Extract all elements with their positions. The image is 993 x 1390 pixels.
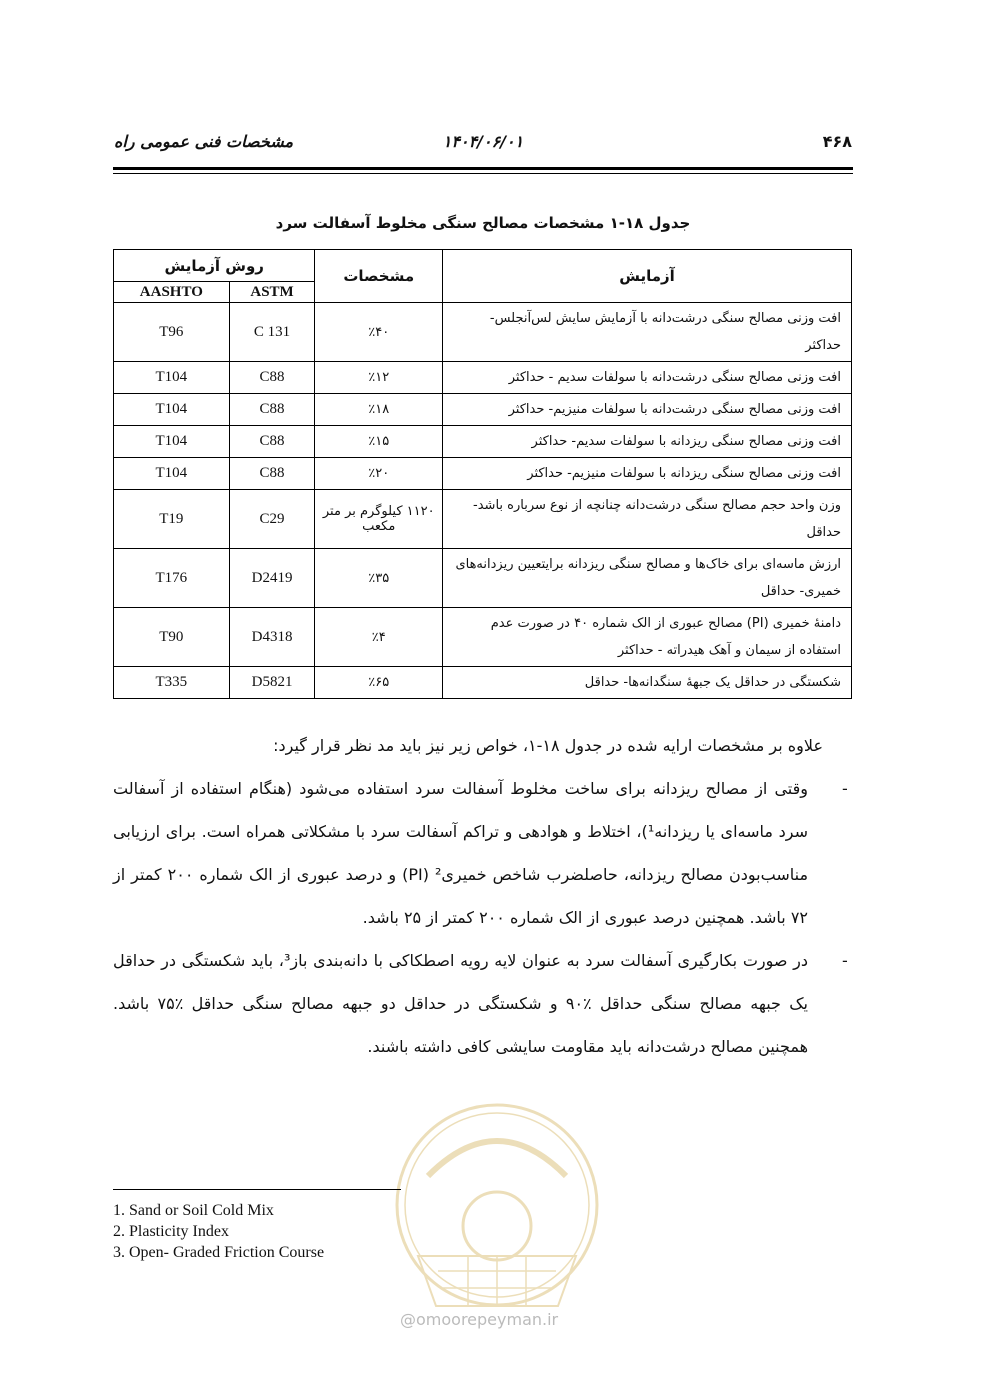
cell-astm: C 131 bbox=[229, 303, 315, 362]
cell-test: وزن واحد حجم مصالح سنگی درشت‌دانه چنانچه از نوع سرباره باشد- حداقل bbox=[443, 490, 852, 549]
cell-spec: ٪۴ bbox=[315, 608, 443, 667]
cell-spec: ٪۱۵ bbox=[315, 426, 443, 458]
cell-astm: C88 bbox=[229, 362, 315, 394]
table-row bbox=[114, 394, 852, 426]
cell-spec: ٪۱۸ bbox=[315, 394, 443, 426]
bullet-marker: - bbox=[842, 951, 848, 970]
cell-astm: C88 bbox=[229, 426, 315, 458]
header-method: روش آزمایش bbox=[114, 250, 315, 282]
cell-aashto: T96 bbox=[114, 303, 230, 362]
table-caption: جدول ۱۸-۱ مشخصات مصالح سنگی مخلوط آسفالت سرد bbox=[275, 214, 691, 232]
footnote-rule bbox=[113, 1189, 401, 1190]
cell-aashto: T104 bbox=[114, 426, 230, 458]
cell-astm: D2419 bbox=[229, 549, 315, 608]
cell-spec: ٪۲۰ bbox=[315, 458, 443, 490]
bullet-paragraph-1: وقتی از مصالح ریزدانه برای ساخت مخلوط آسفالت سرد استفاده می‌شود (هنگام استفاده از آسفالت سرد ماسه‌ای یا ریزدانه¹)، اختلاط و هوادهی و تراکم آسفالت سرد با مشکلاتی همراه است. برای ارزیابی مناسب‌بودن مصالح ریزدانه، حاصلضرب شاخص خمیری² (PI) و درصد عبوری از الک شماره ۲۰۰ کمتر از ۷۲ باشد. همچنین درصد عبوری از الک شماره ۲۰۰ کمتر از ۲۵ باشد. bbox=[113, 779, 809, 927]
cell-astm: D5821 bbox=[229, 667, 315, 699]
cell-test: افت وزنی مصالح سنگی درشت‌دانه با آزمایش سایش لس‌آنجلس- حداکثر bbox=[443, 303, 852, 362]
cell-test: افت وزنی مصالح سنگی درشت‌دانه با سولفات سدیم - حداکثر bbox=[443, 362, 852, 394]
seal-logo-icon bbox=[388, 1096, 606, 1346]
cell-spec: ۱۱۲۰ کیلوگرم بر متر مکعب bbox=[315, 490, 443, 549]
cell-aashto: T19 bbox=[114, 490, 230, 549]
header-rule-thin bbox=[113, 173, 853, 174]
cell-astm: C88 bbox=[229, 458, 315, 490]
page-header bbox=[114, 130, 852, 160]
header-test: آزمایش bbox=[443, 250, 852, 303]
table-row bbox=[114, 608, 852, 667]
table-row bbox=[114, 426, 852, 458]
cell-spec: ٪۳۵ bbox=[315, 549, 443, 608]
cell-aashto: T104 bbox=[114, 362, 230, 394]
book-title: مشخصات فنی عمومی راه bbox=[114, 132, 294, 151]
table-row bbox=[114, 458, 852, 490]
cell-spec: ٪۶۵ bbox=[315, 667, 443, 699]
spec-table bbox=[113, 249, 852, 699]
cell-aashto: T335 bbox=[114, 667, 230, 699]
cell-spec: ٪۱۲ bbox=[315, 362, 443, 394]
cell-astm: C88 bbox=[229, 394, 315, 426]
cell-aashto: T90 bbox=[114, 608, 230, 667]
table-row bbox=[114, 549, 852, 608]
page-number: ۴۶۸ bbox=[822, 132, 852, 151]
cell-aashto: T104 bbox=[114, 394, 230, 426]
watermark-text: @omoorepeyman.ir bbox=[400, 1310, 559, 1329]
cell-test: افت وزنی مصالح سنگی ریزدانه با سولفات سدیم- حداکثر bbox=[443, 426, 852, 458]
cell-aashto: T176 bbox=[114, 549, 230, 608]
cell-test: ارزش ماسه‌ای برای خاک‌ها و مصالح سنگی ریزدانه برایتعیین ریزدانه‌های خمیری- حداقل bbox=[443, 549, 852, 608]
table-header-row bbox=[114, 250, 852, 282]
cell-aashto: T104 bbox=[114, 458, 230, 490]
footnotes bbox=[113, 1200, 324, 1263]
header-rule-thick bbox=[113, 167, 853, 170]
cell-test: شکستگی در حداقل یک جبههٔ سنگدانه‌ها- حداقل bbox=[443, 667, 852, 699]
intro-paragraph: علاوه بر مشخصات ارایه شده در جدول ۱۸-۱، خواص زیر نیز باید مد نظر قرار گیرد: bbox=[273, 736, 823, 755]
bullet-paragraph-2: در صورت بکارگیری آسفالت سرد به عنوان لایه رویه اصطکاکی با دانه‌بندی باز³، باید شکستگی در حداقل یک جبهه مصالح سنگی حداقل ٪۹۰ و شکستگی در حداقل دو جبهه مصالح سنگی حداقل ٪۷۵ باشد. همچنین مصالح درشت‌دانه باید مقاومت سایشی کافی داشته باشند. bbox=[113, 951, 809, 1056]
cell-test: دامنهٔ خمیری (PI) مصالح عبوری از الک شماره ۴۰ در صورت عدم استفاده از سیمان و آهک هیدراته - حداکثر bbox=[443, 608, 852, 667]
cell-spec: ٪۴۰ bbox=[315, 303, 443, 362]
header-astm: ASTM bbox=[229, 282, 315, 303]
header-spec: مشخصات bbox=[315, 250, 443, 303]
table-row bbox=[114, 490, 852, 549]
cell-astm: D4318 bbox=[229, 608, 315, 667]
cell-test: افت وزنی مصالح سنگی درشت‌دانه با سولفات منیزیم- حداکثر bbox=[443, 394, 852, 426]
cell-test: افت وزنی مصالح سنگی ریزدانه با سولفات منیزیم- حداکثر bbox=[443, 458, 852, 490]
table-row bbox=[114, 667, 852, 699]
footnote-3: 3. Open- Graded Friction Course bbox=[113, 1244, 325, 1261]
header-aashto: AASHTO bbox=[114, 282, 230, 303]
footnote-1: 1. Sand or Soil Cold Mix bbox=[113, 1202, 274, 1219]
header-date: ۱۴۰۴/۰۶/۰۱ bbox=[442, 132, 524, 151]
cell-astm: C29 bbox=[229, 490, 315, 549]
table-row bbox=[114, 362, 852, 394]
bullet-marker: - bbox=[842, 779, 848, 798]
table-row bbox=[114, 303, 852, 362]
footnote-2: 2. Plasticity Index bbox=[113, 1223, 229, 1240]
